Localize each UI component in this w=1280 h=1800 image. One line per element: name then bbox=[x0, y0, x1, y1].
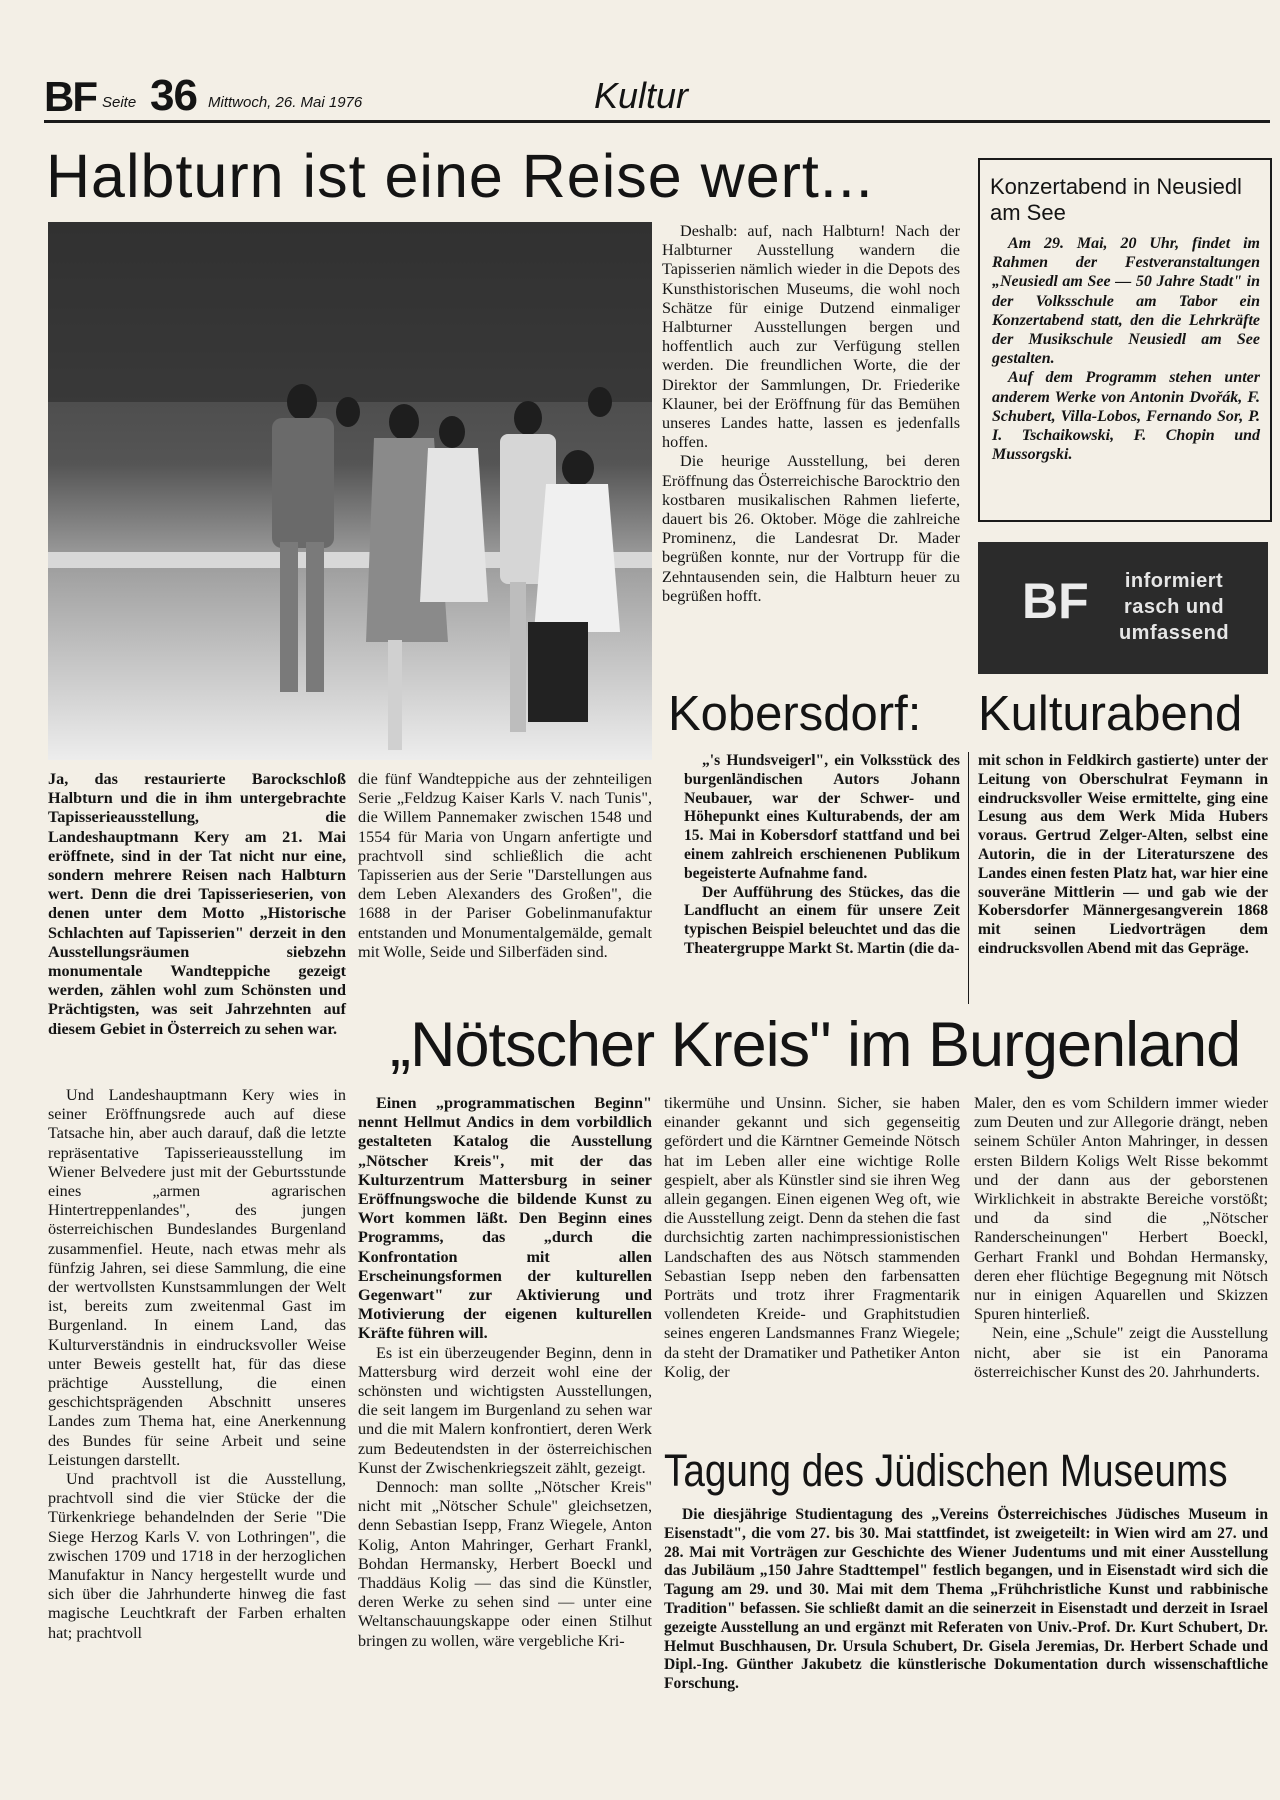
halbturn-col2 bbox=[358, 770, 652, 962]
headline-tagung: Tagung des Jüdischen Museums bbox=[664, 1445, 1228, 1496]
concert-paragraph: Am 29. Mai, 20 Uhr, findet im Rahmen der Festveranstaltungen „Neusiedl am See — 50 Jahre Stadt" in der Volksschule am Tabor ein Konzertabend statt, den die Lehrkräfte der Musikschule Neusiedl am See gestalten. bbox=[992, 235, 1260, 368]
page-label: Seite bbox=[102, 94, 137, 111]
banner-line: umfassend bbox=[1118, 622, 1230, 644]
headline-kulturabend: Kulturabend bbox=[978, 687, 1243, 741]
halbturn-col3 bbox=[662, 222, 960, 606]
noetscher-paragraph: Nein, eine „Schule" zeigt die Ausstellung nicht, aber sie ist ein Panorama österreichischer Kunst des 20. Jahrhunderts. bbox=[974, 1324, 1268, 1381]
concert-box bbox=[978, 158, 1272, 522]
section-title: Kultur bbox=[594, 75, 689, 116]
kobersdorf-paragraph: „'s Hundsveigerl", ein Volksstück des burgenländischen Autors Johann Neubauer, war der Schwer- und Höhepunkt eines Kulturabends, der am 15. Mai in Kobersdorf stattfand und bei einem zahlreich erschienenen Publikum begeisterte Aufnahme fand. bbox=[684, 752, 960, 882]
noetscher-paragraph: Maler, den es vom Schildern immer wieder zum Deuten und zur Allegorie drängt, neben seinem Schüler Anton Mahringer, in dessen ersten Bildern Koligs Welt Risse bekommt und der dann aus der geborstenen Wirklichkeit in abstrakte Bereiche vorstößt; und da sind die „Nötscher Randerscheinungen" Herbert Boeckl, Gerhart Frankl und Bohdan Hermansky, deren eher flüchtige Begegnung mit Nötsch nur in einigen Aquarellen und Skizzen Spuren hinterließ. bbox=[974, 1094, 1268, 1324]
info-banner bbox=[978, 542, 1268, 674]
banner-line: informiert bbox=[1124, 570, 1224, 592]
noetscher-lead: Einen „programmatischen Beginn" nennt Hellmut Andics in dem vorbildlich gestalteten Katalog die Ausstellung „Nötscher Kreis", mit der das Kulturzentrum Mattersburg in seiner Eröffnungswoche die bildende Kunst zu Wort kommen läßt. Den Beginn eines Programms, das „durch die Konfrontation mit allen Erscheinungsformen der kulturellen Gegenwart" zur Aktivierung und Motivierung der eigenen kulturellen Kräfte führen will. bbox=[358, 1094, 652, 1343]
halbturn-paragraph: Und prachtvoll ist die Ausstellung, prachtvoll sind die vier Stücke der die Türkenkriege behandelnden der Serie "Die Siege Herzog Karls V. von Lothringen", die zwischen 1709 und 1718 in der herzoglichen Manufaktur in Nancy hergestellt wurde und sich über die Jahrhunderte hinweg die fast magische Leuchtkraft der Farben erhalten hat; prachtvoll bbox=[48, 1470, 346, 1642]
kobersdorf-col2 bbox=[978, 752, 1268, 959]
page-number: 36 bbox=[150, 71, 197, 120]
newspaper-logo: BF bbox=[44, 73, 96, 120]
banner-text bbox=[1094, 568, 1254, 646]
noetscher-col1 bbox=[358, 1094, 652, 1651]
masthead-rule bbox=[44, 120, 1270, 123]
halbturn-paragraph: Die heurige Ausstellung, bei deren Eröffnung das Österreichische Barocktrio den kostbaren musikalischen Rahmen lieferte, dauert bis 26. Oktober. Möge die zahlreiche Prominenz, die Landesrat Dr. Mader begrüßen konnte, nur der Vortrupp für die Zehntausenden sein, die Halbturn heuer zu begrüßen hofft. bbox=[662, 452, 960, 605]
column-rule bbox=[968, 752, 969, 1004]
banner-logo: BF bbox=[1022, 573, 1089, 629]
kobersdorf-paragraph: mit schon in Feldkirch gastierte) unter der Leitung von Oberschulrat Feymann in eindrucksvoller Weise ermittelte, ging eine Lesung aus dem Werk Mida Hubers voraus. Gertrud Zelger-Alten, selbst eine Autorin, die in der Literaturszene des Landes einen festen Platz hat, war hier eine souveräne Mittlerin — und gab wie der Kobersdorfer Männergesangverein 1868 mit seinen Liedvorträgen dem eindrucksvollen Abend mit das Gepräge. bbox=[978, 752, 1268, 957]
headline-kobersdorf: Kobersdorf: bbox=[668, 687, 922, 741]
issue-date: Mittwoch, 26. Mai 1976 bbox=[208, 94, 363, 111]
halbturn-paragraph: Und Landeshauptmann Kery wies in seiner Eröffnungsrede auch auf diese Tatsache hin, aber auch darauf, daß die letzte repräsentative Tapisserieausstellung im Wiener Belvedere just mit der Geburtsstunde eines „armen agrarischen Hintertreppenlandes", des jungen österreichischen Bundeslandes Burgenland zusammenfiel. Heute, nach etwas mehr als fünfzig Jahren, sei diese Sammlung, die eine der wertvollsten Kunstsammlungen der Welt ist, bereits zum zweitenmal Gast im Burgenland. In einem Land, das Kulturverständnis in eindrucksvoller Weise unter Beweis gestellt hat, für das diese prächtige Ausstellung, die einen geschichtsprägenden Abschnitt unseres Landes zum Thema hat, eine Anerkennung des Bundes für seine Arbeit und seine Leistungen darstellt. bbox=[48, 1086, 346, 1469]
noetscher-paragraph: Es ist ein überzeugender Beginn, denn in Mattersburg wird derzeit wohl eine der schönsten und wichtigsten Ausstellungen, die seit langem im Burgenland zu sehen war und die mit Malern konfrontiert, deren Werk zum Bedeutendsten in der österreichischen Kunst der Zwischenkriegszeit zählt, gezeigt. bbox=[358, 1343, 652, 1477]
halbturn-col1 bbox=[48, 770, 346, 1039]
headline-halbturn: Halbturn ist eine Reise wert... bbox=[46, 142, 874, 210]
tagung-body bbox=[664, 1506, 1268, 1694]
tagung-paragraph: Die diesjährige Studientagung des „Vereins Österreichisches Jüdisches Museum in Eisenstadt", die vom 27. bis 30. Mai stattfindet, ist zweigeteilt: in Wien wird am 27. und 28. Mai mit Vorträgen zur Geschichte des Wiener Judentums und mit einer Ausstellung das Jubiläum „150 Jahre Stadttempel" festlich begangen, und in Eisenstadt wird sich die Tagung am 29. und 30. Mai mit dem Thema „Frühchristliche Kunst und rabbinische Tradition" befassen. Sie schließt damit an die seinerzeit in Eisenstadt und derzeit in Israel gezeigte Ausstellung an und ergänzt mit Referaten von Univ.-Prof. Dr. Kurt Schubert, Dr. Helmut Buschhausen, Dr. Ursula Schubert, Dr. Gisela Jeremias, Dr. Herbert Schade und Dipl.-Ing. Günther Jakubetz die künstlerische Dokumentation durch wissenschaftliche Forschung. bbox=[664, 1506, 1268, 1693]
kobersdorf-paragraph: Der Aufführung des Stückes, das die Landflucht an einem für unsere Zeit typischen Beispiel beleuchtet und das die Theatergruppe Markt St. Martin (die da- bbox=[684, 883, 960, 957]
halbturn-col1-cont bbox=[48, 1086, 346, 1643]
noetscher-col3 bbox=[974, 1094, 1268, 1382]
halbturn-paragraph: die fünf Wandteppiche aus der zehnteiligen Serie „Feldzug Kaiser Karls V. nach Tunis", die Willem Pannemaker zwischen 1548 und 1554 für Maria von Ungarn anfertigte und prachtvoll sind schließlich die acht Tapisserien aus der Serie "Darstellungen aus dem Leben Alexanders des Großen", die 1688 in der Pariser Gobelinmanufaktur entstanden und Monumentalgemälde, gemalt mit Wolle, Seide und Silberfäden sind. bbox=[358, 770, 652, 961]
headline-noetscher: „Nötscher Kreis" im Burgenland bbox=[390, 1010, 1241, 1080]
noetscher-col2 bbox=[664, 1094, 960, 1382]
concert-box-title: Konzertabend in Neusiedl am See bbox=[990, 174, 1242, 225]
banner-line: rasch und bbox=[1123, 596, 1225, 618]
concert-paragraph: Auf dem Programm stehen unter anderem Werke von Antonin Dvořák, F. Schubert, Villa-Lobos, Fernando Sor, P. I. Tschaikowski, F. Chopin und Mussorgski. bbox=[992, 369, 1260, 464]
noetscher-paragraph: tikermühe und Unsinn. Sicher, sie haben einander gekannt und sich gegenseitig gefördert und die Kärntner Gemeinde Nötsch hat im Leben aller eine wichtige Rolle gespielt, aber als Künstler sind sie ihren Weg allein gegangen. Einen eigenen Weg oft, wie die Ausstellung zeigt. Denn da stehen die fast durchsichtig zarten nachimpressionistischen Landschaften des aus Nötsch stammenden Sebastian Isepp neben den farbensatten Porträts und trotz ihrer Fragmentarik vollendeten Kreide- und Graphitstudien seines engeren Landsmannes Franz Wiegele; da steht der Dramatiker und Pathetiker Anton Kolig, der bbox=[664, 1094, 960, 1381]
halbturn-paragraph: Deshalb: auf, nach Halbturn! Nach der Halbturner Ausstellung wandern die Tapisserien nämlich wieder in die Depots des Kunsthistorischen Museums, die wohl noch Schätze für einige Dutzend einmaliger Halbturner Ausstellungen bergen und hoffentlich auch zur Verfügung stellen werden. Die freundlichen Worte, die der Direktor der Sammlungen, Dr. Friederike Klauner, bei der Eröffnung für das Bemühen unseres Landes hatte, lassen es jedenfalls hoffen. bbox=[662, 222, 960, 452]
opening-photo bbox=[48, 222, 652, 760]
kobersdorf-col1 bbox=[684, 752, 960, 959]
noetscher-paragraph: Dennoch: man sollte „Nötscher Kreis" nicht mit „Nötscher Schule" gleichsetzen, denn Sebastian Isepp, Franz Wiegele, Anton Kolig, Anton Mahringer, Gerhart Frankl, Bohdan Hermansky, Herbert Boeckl und Thaddäus Kolig — das sind die Künstler, deren Werke zu sehen sind — unter eine Weltanschauungskappe oder einen Stilhut bringen zu wollen, wäre vergebliche Kri- bbox=[358, 1478, 652, 1650]
concert-box-text bbox=[992, 234, 1260, 464]
halbturn-lead: Ja, das restaurierte Barockschloß Halbturn und die in ihm untergebrachte Tapisserieausstellung, die Landeshauptmann Kery am 21. Mai eröffnete, sind in der Tat nicht nur eine, sondern mehrere Reisen nach Halbturn wert. Denn die drei Tapisserieserien, von denen unter dem Motto „Historische Schlachten auf Tapisserien" derzeit in den Ausstellungsräumen siebzehn monumentale Wandteppiche gezeigt werden, zählen wohl zum Schönsten und Prächtigsten, was seit Jahrzehnten auf diesem Gebiet in Österreich zu sehen war. bbox=[48, 770, 346, 1038]
